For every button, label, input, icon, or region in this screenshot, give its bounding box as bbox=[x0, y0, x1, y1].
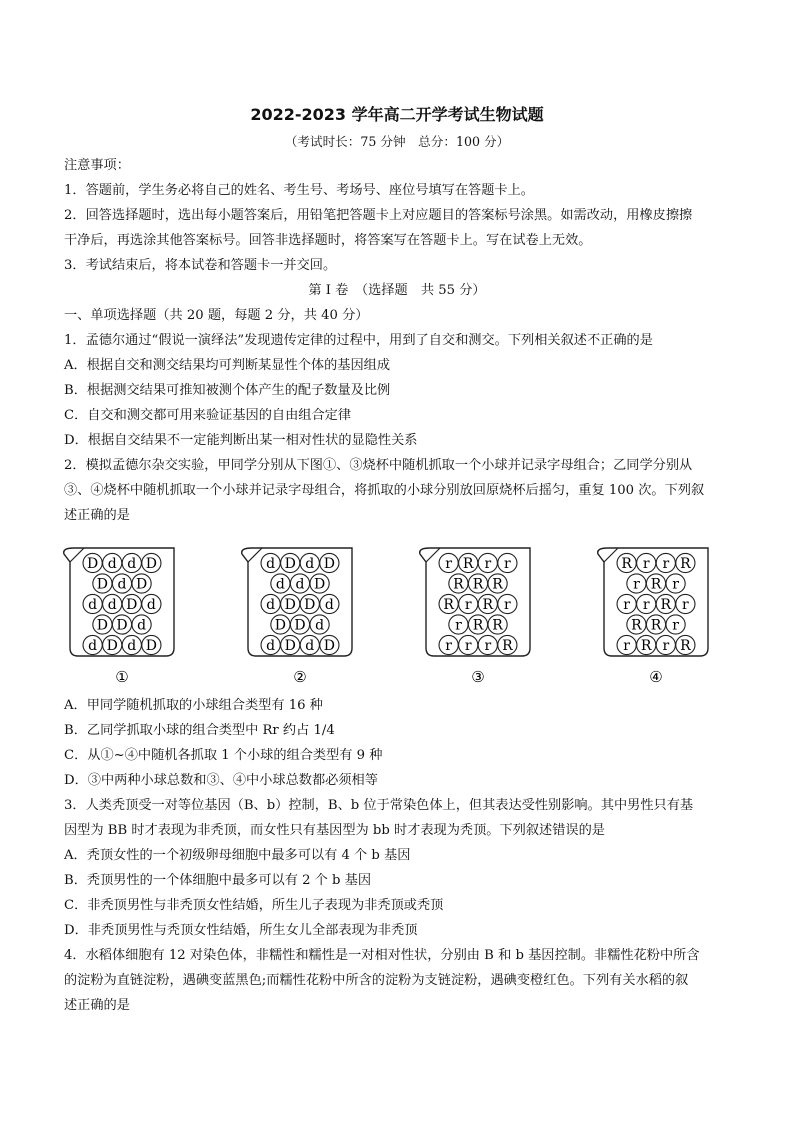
ball-letter: r bbox=[504, 556, 511, 572]
ball-letter: D bbox=[323, 638, 335, 654]
question-3-option-b: B．秃顶男性的一个体细胞中最多可以有 2 个 b 基因 bbox=[64, 873, 372, 888]
beaker-spout bbox=[426, 548, 440, 562]
beaker-label: ④ bbox=[649, 668, 663, 686]
ball-letter: d bbox=[266, 556, 276, 572]
ball-letter: d bbox=[266, 597, 276, 613]
ball-letter: r bbox=[484, 556, 492, 572]
ball-letter: d bbox=[107, 556, 117, 572]
ball-letter: d bbox=[117, 576, 127, 593]
ball-letter: D bbox=[96, 576, 109, 593]
ball-letter: d bbox=[127, 556, 137, 572]
ball-letter: r bbox=[623, 597, 630, 613]
ball-letter: r bbox=[662, 556, 670, 572]
question-3-stem: 因型为 BB 时才表现为非秃顶，而女性只有基因型为 bb 时才表现为秃顶。下列叙述错误的是 bbox=[64, 823, 605, 838]
ball-letter: D bbox=[87, 556, 99, 572]
beaker-diagram bbox=[60, 538, 740, 688]
ball-letter: D bbox=[126, 597, 138, 613]
exam-info: （考试时长：75 分钟 总分：100 分） bbox=[284, 134, 510, 149]
question-1-option-a: A．根据自交和测交结果均可判断某显性个体的基因组成 bbox=[64, 358, 391, 373]
ball-letter: d bbox=[324, 597, 334, 613]
beaker-figure bbox=[60, 538, 740, 688]
ball-letter: d bbox=[127, 638, 137, 654]
beaker bbox=[598, 548, 708, 686]
ball-letter: r bbox=[633, 576, 640, 593]
beaker-spout bbox=[604, 548, 618, 562]
ball-letter: r bbox=[682, 597, 689, 613]
ball-letter: r bbox=[445, 638, 452, 654]
notice-item: 2．回答选择题时，选出每小题答案后，用铅笔把答题卡上对应题目的答案标号涂黑。如需改动，用橡皮擦擦 bbox=[64, 208, 693, 223]
beaker-spout bbox=[70, 548, 84, 562]
ball-letter: R bbox=[680, 638, 691, 654]
ball-letter: r bbox=[445, 556, 452, 572]
ball-letter: r bbox=[642, 556, 650, 572]
ball-letter: R bbox=[482, 597, 494, 613]
ball-letter: d bbox=[88, 638, 98, 654]
question-2-option-d: D．③中两种小球总数和③、④中小球总数都必须相等 bbox=[64, 773, 378, 788]
beaker bbox=[420, 548, 530, 686]
notice-item: 3．考试结束后，将本试卷和答题卡一并交回。 bbox=[64, 258, 337, 273]
ball-letter: R bbox=[650, 617, 662, 634]
ball-letter: r bbox=[464, 638, 472, 654]
ball-letter: D bbox=[116, 617, 128, 634]
beaker bbox=[64, 548, 174, 686]
ball-letter: D bbox=[284, 597, 296, 613]
section-title: 第 I 卷 （选择题 共 55 分） bbox=[308, 283, 486, 298]
beaker-label: ③ bbox=[471, 668, 485, 686]
notice-item: 1．答题前，学生务必将自己的姓名、考生号、考场号、座位号填写在答题卡上。 bbox=[64, 183, 534, 198]
ball-letter: R bbox=[492, 617, 503, 634]
notice-item: 干净后，再选涂其他答案标号。回答非选择题时，将答案写在答题卡上。写在试卷上无效。 bbox=[64, 233, 592, 248]
question-3-option-c: C．非秃顶男性与非秃顶女性结婚，所生儿子表现为非秃顶或秃顶 bbox=[64, 898, 444, 913]
ball-letter: R bbox=[443, 597, 454, 613]
question-2-option-c: C．从①~④中随机各抓取 1 个小球的组合类型有 9 种 bbox=[64, 748, 383, 763]
question-1-stem: 1．孟德尔通过“假说一演绎法”发现遗传定律的过程中，用到了自交和测交。下列相关叙述不正确的是 bbox=[64, 333, 653, 348]
ball-letter: r bbox=[623, 638, 630, 654]
notice-heading: 注意事项： bbox=[64, 158, 130, 173]
question-1-option-c: C．自交和测交都可用来验证基因的自由组合定律 bbox=[64, 408, 352, 423]
ball-letter: D bbox=[313, 576, 326, 593]
ball-letter: R bbox=[631, 617, 642, 634]
ball-letter: r bbox=[662, 638, 670, 654]
question-2-stem: ③、④烧杯中随机抓取一个小球并记录字母组合，将抓取的小球分别放回原烧杯后摇匀，重复 100 次。下列叙 bbox=[64, 483, 705, 498]
beaker-label: ① bbox=[115, 668, 129, 686]
question-4-stem: 述正确的是 bbox=[64, 998, 130, 1013]
ball-letter: R bbox=[472, 576, 484, 593]
ball-letter: r bbox=[464, 597, 472, 613]
ball-letter: D bbox=[96, 617, 109, 634]
ball-letter: R bbox=[621, 556, 632, 572]
question-2-option-b: B．乙同学抓取小球的组合类型中 Rr 约占 1/4 bbox=[64, 723, 335, 738]
ball-letter: R bbox=[660, 597, 672, 613]
ball-letter: D bbox=[145, 638, 157, 654]
ball-letter: r bbox=[484, 638, 492, 654]
ball-letter: D bbox=[294, 617, 306, 634]
ball-letter: D bbox=[145, 556, 157, 572]
ball-letter: D bbox=[284, 556, 296, 572]
ball-letter: d bbox=[266, 638, 276, 654]
ball-letter: R bbox=[680, 556, 691, 572]
question-1-option-d: D．根据自交结果不一定能判断出某一相对性状的显隐性关系 bbox=[64, 433, 418, 448]
ball-letter: R bbox=[492, 576, 503, 593]
question-3-option-d: D．非秃顶男性与秃顶女性结婚，所生女儿全部表现为非秃顶 bbox=[64, 923, 418, 938]
ball-letter: r bbox=[672, 617, 679, 634]
ball-letter: D bbox=[323, 556, 335, 572]
ball-letter: d bbox=[107, 597, 117, 613]
ball-letter: r bbox=[642, 597, 650, 613]
ball-letter: d bbox=[275, 576, 285, 593]
ball-letter: R bbox=[462, 556, 474, 572]
ball-letter: R bbox=[502, 638, 513, 654]
beaker-label: ② bbox=[293, 668, 307, 686]
beaker bbox=[242, 548, 352, 686]
ball-letter: R bbox=[640, 638, 652, 654]
ball-letter: d bbox=[315, 617, 325, 634]
ball-letter: R bbox=[453, 576, 464, 593]
ball-letter: d bbox=[295, 576, 305, 593]
question-2-option-a: A．甲同学随机抓取的小球组合类型有 16 种 bbox=[64, 698, 323, 713]
ball-letter: R bbox=[472, 617, 484, 634]
question-4-stem: 的淀粉为直链淀粉，遇碘变蓝黑色;而糯性花粉中所含的淀粉为支链淀粉，遇碘变橙红色。下列有关水稻的叙 bbox=[64, 973, 689, 988]
ball-letter: D bbox=[135, 576, 148, 593]
question-4-stem: 4．水稻体细胞有 12 对染色体，非糯性和糯性是一对相对性状，分别由 B 和 b 基因控制。非糯性花粉中所含 bbox=[64, 948, 700, 963]
ball-letter: D bbox=[106, 638, 118, 654]
ball-letter: r bbox=[504, 597, 511, 613]
ball-letter: d bbox=[305, 556, 315, 572]
question-1-option-b: B．根据测交结果可推知被测个体产生的配子数量及比例 bbox=[64, 383, 391, 398]
ball-letter: D bbox=[304, 597, 316, 613]
question-3-option-a: A．秃顶女性的一个初级卵母细胞中最多可以有 4 个 b 基因 bbox=[64, 848, 411, 863]
ball-letter: r bbox=[455, 617, 462, 634]
question-3-stem: 3．人类秃顶受一对等位基因（B、b）控制，B、b 位于常染色体上，但其表达受性别影响。其中男性只有基 bbox=[64, 798, 694, 813]
ball-letter: D bbox=[274, 617, 287, 634]
part-title: 一、单项选择题（共 20 题，每题 2 分，共 40 分） bbox=[64, 308, 369, 323]
page-title: 2022-2023 学年高二开学考试生物试题 bbox=[250, 105, 544, 124]
beaker-spout bbox=[248, 548, 262, 562]
question-2-stem: 述正确的是 bbox=[64, 508, 130, 523]
ball-letter: d bbox=[305, 638, 315, 654]
question-2-stem: 2．模拟孟德尔杂交实验，甲同学分别从下图①、③烧杯中随机抓取一个小球并记录字母组合；乙同学分别从 bbox=[64, 458, 693, 473]
ball-letter: d bbox=[146, 597, 156, 613]
ball-letter: R bbox=[650, 576, 662, 593]
ball-letter: D bbox=[284, 638, 296, 654]
ball-letter: d bbox=[137, 617, 147, 634]
ball-letter: r bbox=[672, 576, 679, 593]
ball-letter: d bbox=[88, 597, 98, 613]
